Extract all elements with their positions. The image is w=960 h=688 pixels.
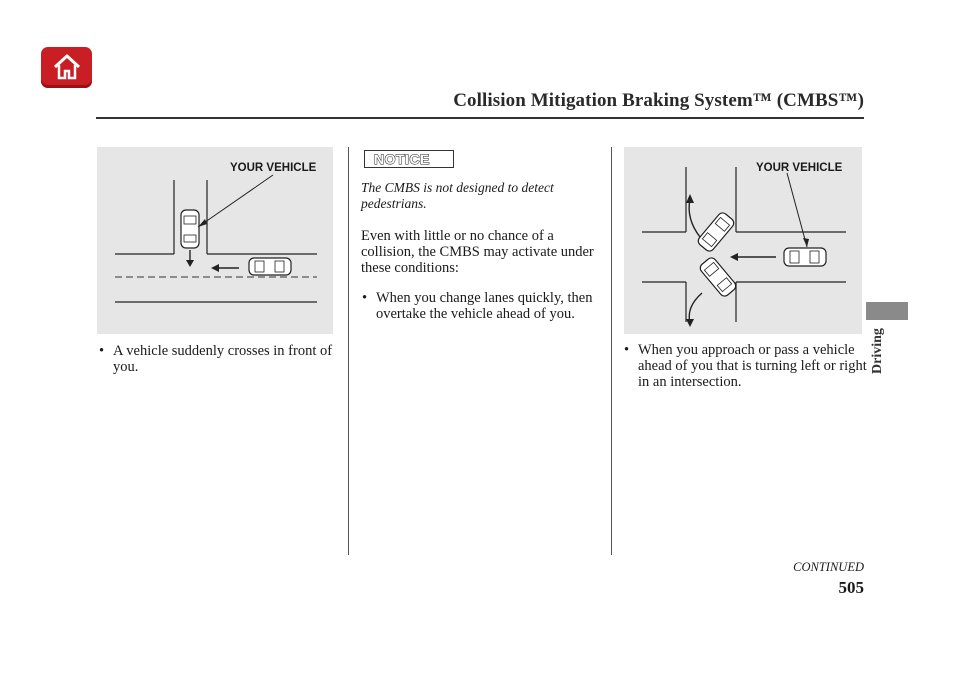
section-tab-label[interactable]: Driving	[870, 328, 885, 374]
list-item	[99, 343, 353, 375]
your-vehicle-icon	[181, 210, 199, 248]
crossing-vehicle-icon	[249, 258, 291, 275]
home-icon	[52, 53, 82, 81]
page-number: 505	[838, 578, 864, 597]
bullet-text: A vehicle suddenly crosses in front of you.	[113, 343, 333, 375]
list-item	[624, 342, 878, 390]
conditions-intro: Even with little or no chance of a collision, the CMBS may activate under these conditions:	[361, 228, 594, 276]
page-title: Collision Mitigation Braking System™ (CMBS™)	[453, 90, 864, 111]
section-tab-marker	[866, 302, 908, 320]
notice-label: NOTICE	[374, 151, 430, 167]
home-button[interactable]	[41, 47, 92, 88]
bullet-icon: •	[99, 343, 105, 359]
turning-vehicle-left-icon	[696, 211, 736, 253]
bullet-icon: •	[362, 290, 368, 306]
title-divider	[96, 117, 864, 119]
notice-text: The CMBS is not designed to detect pedestrians.	[361, 180, 554, 211]
bullet-text: When you approach or pass a vehicle ahead of you that is turning left or right in an intersection.	[638, 342, 867, 390]
bullet-text: When you change lanes quickly, then overtake the vehicle ahead of you.	[376, 290, 593, 322]
your-vehicle-label: YOUR VEHICLE	[756, 162, 843, 174]
continued-label: CONTINUED	[793, 560, 864, 574]
crossing-vehicle-illustration	[97, 147, 333, 334]
bullet-icon: •	[624, 342, 630, 358]
column-divider	[611, 147, 612, 555]
notice-badge	[364, 150, 454, 168]
intersection-diagram	[97, 147, 333, 334]
your-vehicle-icon	[784, 248, 826, 266]
list-item	[362, 290, 616, 322]
intersection-diagram	[624, 147, 862, 334]
turning-vehicle-right-icon	[698, 256, 738, 298]
turning-vehicle-illustration	[624, 147, 862, 334]
your-vehicle-label: YOUR VEHICLE	[230, 162, 317, 174]
